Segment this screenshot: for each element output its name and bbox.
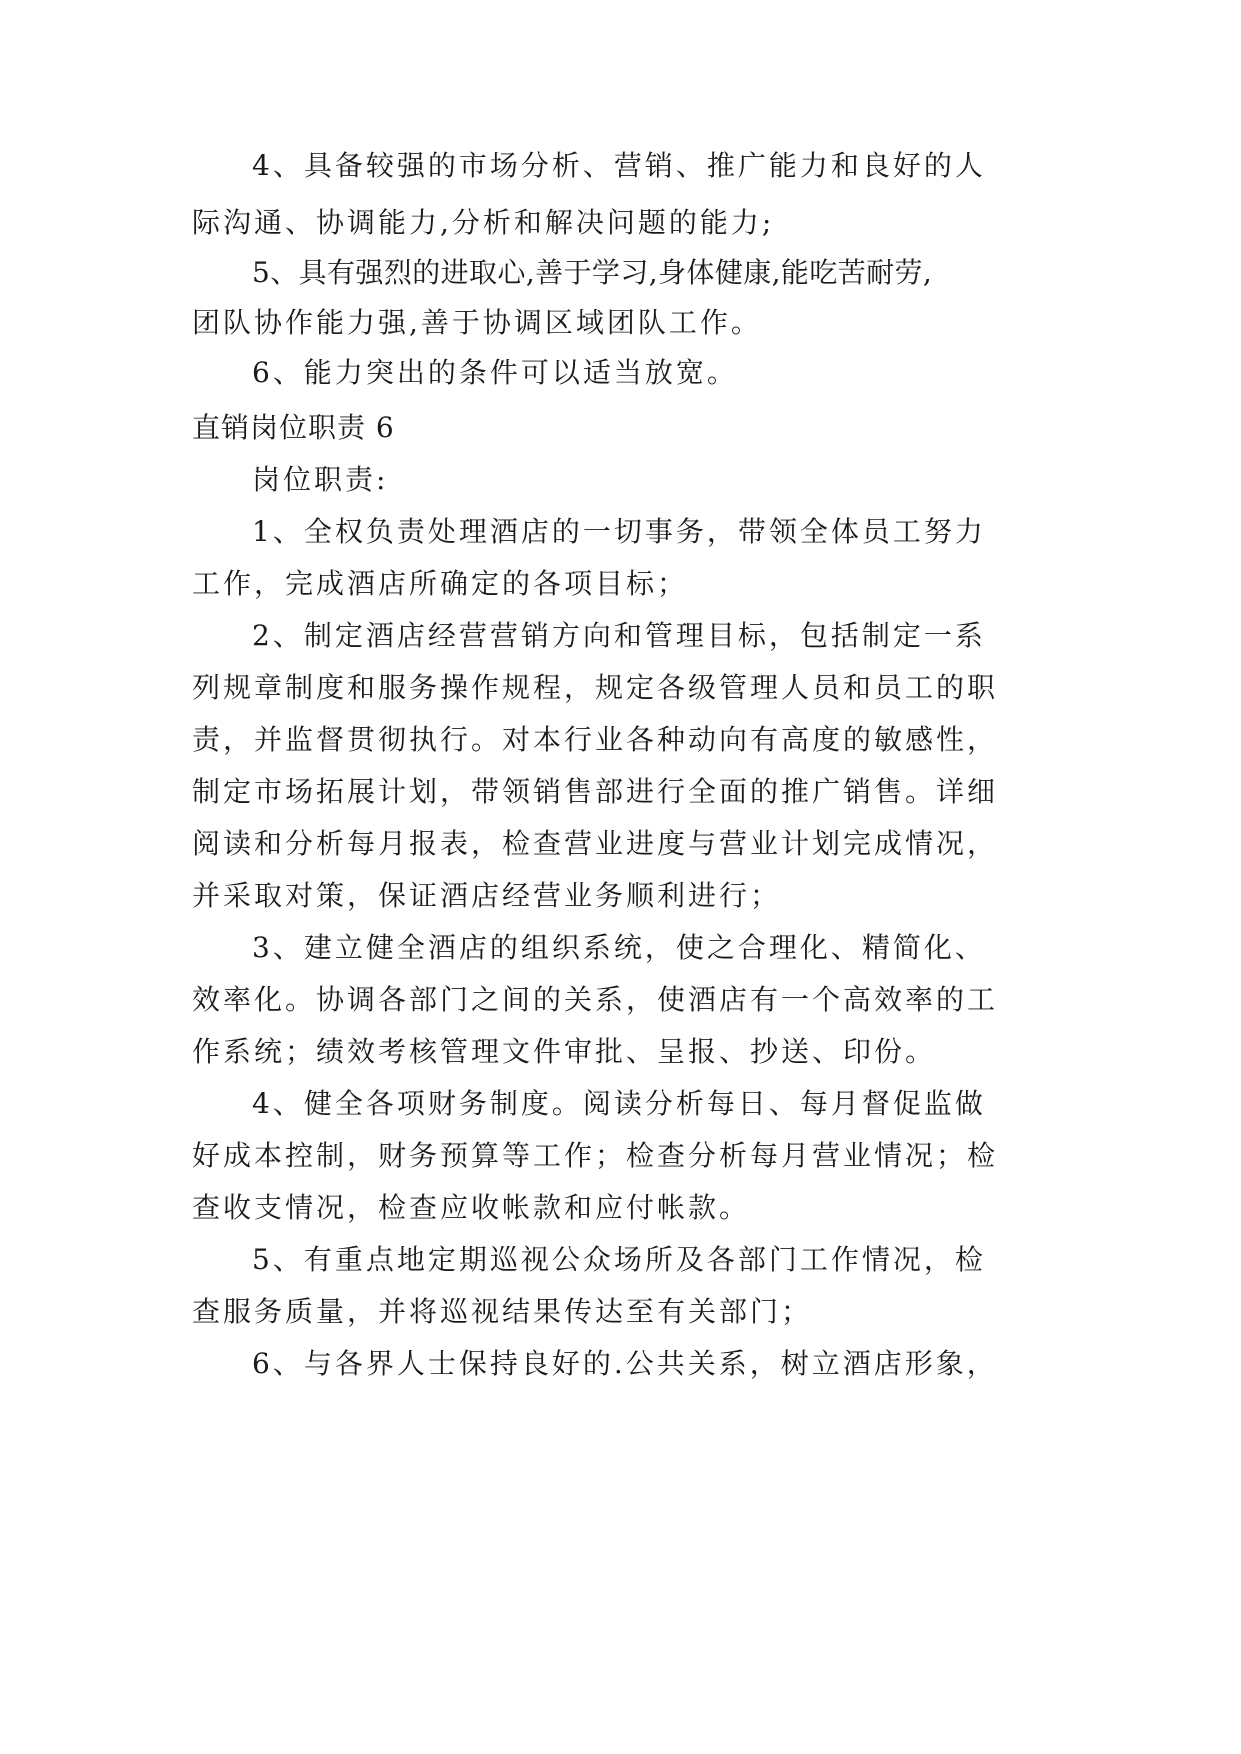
paragraph-line: 5、具有强烈的进取心,善于学习,身体健康,能吃苦耐劳, <box>252 256 933 289</box>
paragraph-line: 1、全权负责处理酒店的一切事务，带领全体员工努力 <box>252 515 986 548</box>
paragraph-line: 作系统；绩效考核管理文件审批、呈报、抄送、印份。 <box>192 1035 937 1068</box>
paragraph-line: 际沟通、协调能力,分析和解决问题的能力; <box>192 206 775 239</box>
paragraph-line: 效率化。协调各部门之间的关系，使酒店有一个高效率的工 <box>192 983 999 1016</box>
subheading: 岗位职责: <box>252 463 389 496</box>
paragraph-line: 责，并监督贯彻执行。对本行业各种动向有高度的敏感性， <box>192 723 999 756</box>
paragraph-line: 查收支情况，检查应收帐款和应付帐款。 <box>192 1191 751 1224</box>
paragraph-line: 6、能力突出的条件可以适当放宽。 <box>252 356 738 389</box>
paragraph-line: 团队协作能力强,善于协调区域团队工作。 <box>192 306 762 339</box>
paragraph-line: 制定市场拓展计划，带领销售部进行全面的推广销售。详细 <box>192 775 999 808</box>
paragraph-line: 4、具备较强的市场分析、营销、推广能力和良好的人 <box>252 149 986 182</box>
paragraph-line: 列规章制度和服务操作规程，规定各级管理人员和员工的职 <box>192 671 999 704</box>
paragraph-line: 阅读和分析每月报表，检查营业进度与营业计划完成情况， <box>192 827 999 860</box>
paragraph-line: 4、健全各项财务制度。阅读分析每日、每月督促监做 <box>252 1087 986 1120</box>
paragraph-line: 6、与各界人士保持良好的.公共关系，树立酒店形象， <box>252 1347 998 1380</box>
paragraph-line: 5、有重点地定期巡视公众场所及各部门工作情况，检 <box>252 1243 986 1276</box>
paragraph-line: 工作，完成酒店所确定的各项目标； <box>192 567 689 600</box>
section-heading: 直销岗位职责 6 <box>192 411 395 444</box>
paragraph-line: 好成本控制，财务预算等工作；检查分析每月营业情况；检 <box>192 1139 999 1172</box>
paragraph-line: 3、建立健全酒店的组织系统，使之合理化、精简化、 <box>252 931 986 964</box>
paragraph-line: 查服务质量，并将巡视结果传达至有关部门； <box>192 1295 813 1328</box>
paragraph-line: 2、制定酒店经营营销方向和管理目标，包括制定一系 <box>252 619 986 652</box>
paragraph-line: 并采取对策，保证酒店经营业务顺利进行； <box>192 879 782 912</box>
